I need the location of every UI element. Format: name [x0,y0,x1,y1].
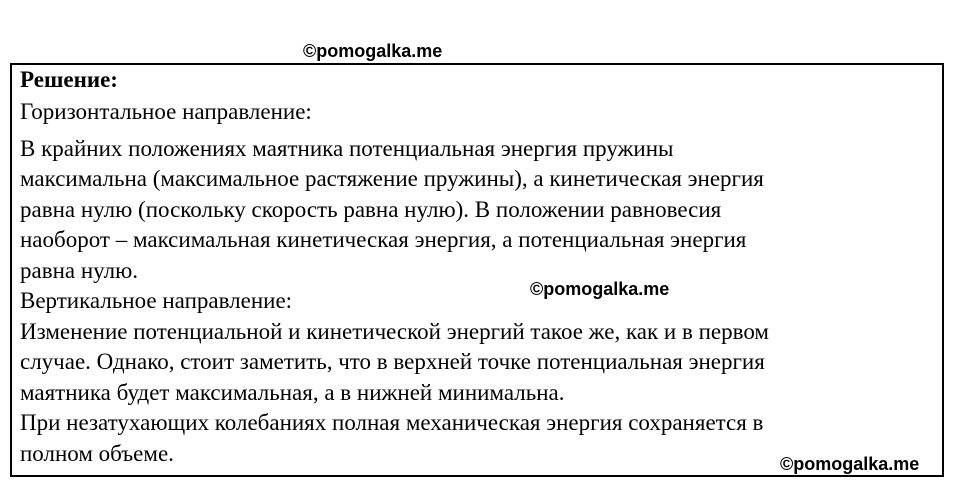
solution-line: полном объеме. [20,440,174,466]
watermark-bottom: ©pomogalka.me [780,454,920,474]
solution-line: равна нулю. [20,257,139,283]
solution-box [10,63,944,477]
solution-content [20,65,934,469]
solution-line: наоборот – максимальная кинетическая энергия, а потенциальная энергия [20,227,747,252]
solution-line: случае. Однако, стоит заметить, что в верхней точке потенциальная энергия [20,349,765,374]
solution-line: маятника будет максимальная, а в нижней минимальна. [20,379,565,405]
solution-line: максимальна (максимальное растяжение пружины), а кинетическая энергия [20,166,764,191]
solution-line: равна нулю (поскольку скорость равна нулю). В положении равновесия [20,196,722,222]
solution-heading: Решение: [20,67,118,92]
watermark-middle: ©pomogalka.me [530,279,670,299]
solution-line: Изменение потенциальной и кинетической энергий такое же, как и в первом [20,318,769,344]
watermark-top: ©pomogalka.me [303,41,443,61]
solution-line: При незатухающих колебаниях полная механическая энергия сохраняется в [20,410,764,435]
solution-line: Вертикальное направление: [20,288,293,313]
solution-line: В крайних положениях маятника потенциальная энергия пружины [20,135,674,161]
solution-line: Горизонтальное направление: [20,99,312,124]
